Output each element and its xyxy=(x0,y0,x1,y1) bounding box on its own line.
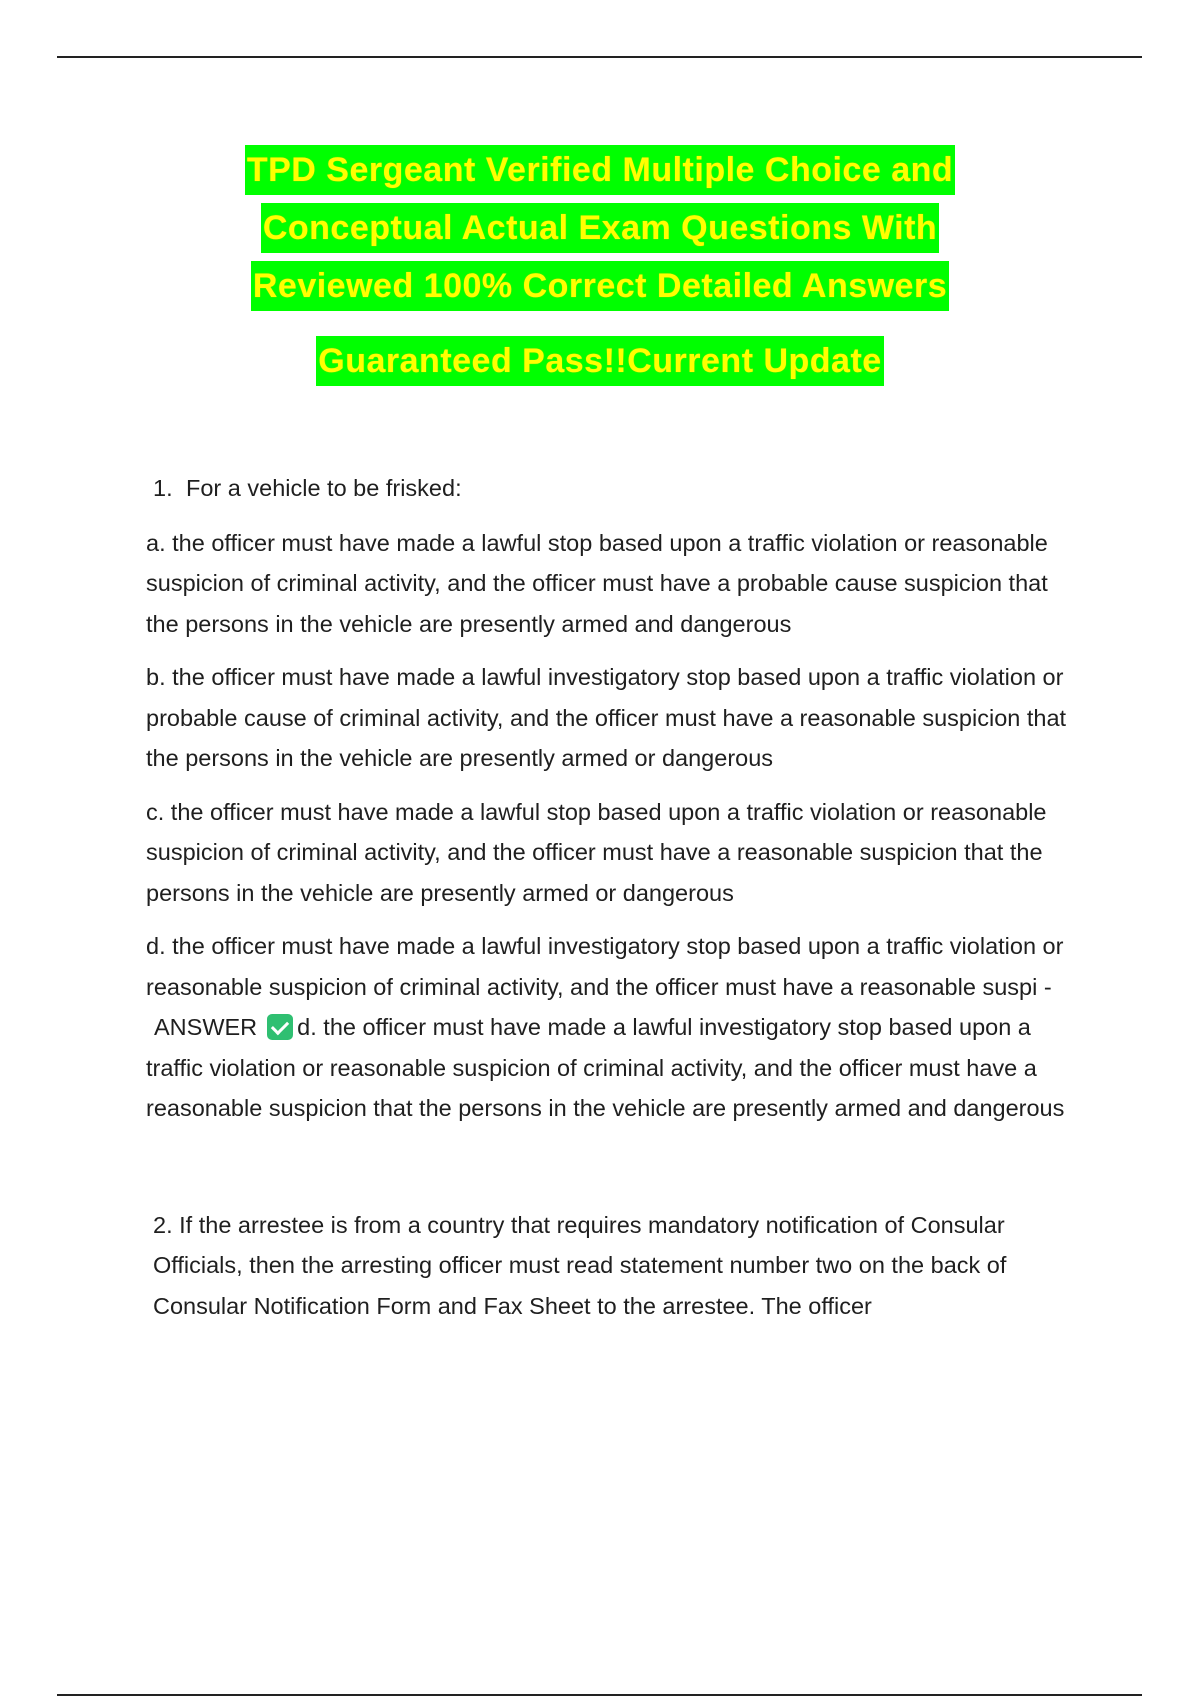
option-a: a. the officer must have made a lawful stop based upon a traffic violation or reasonable suspicion of criminal activity, and the officer must have a probable cause suspicion that the persons in the vehicle are presently armed and dangerous xyxy=(146,529,1048,637)
option-c: c. the officer must have made a lawful stop based upon a traffic violation or reasonable suspicion of criminal activity, and the officer must have a reasonable suspicion that the persons in the vehicle are presently armed or dangerous xyxy=(146,798,1047,906)
option-b: b. the officer must have made a lawful investigatory stop based upon a traffic violation or probable cause of criminal activity, and the officer must have a reasonable suspicion that the persons in the vehicle are presently armed or dangerous xyxy=(146,664,1067,771)
question-1-prompt: For a vehicle to be frisked: xyxy=(186,475,462,501)
answer-text: d. the officer must have made a lawful investigatory stop based upon a traffic violation or reasonable suspicion of criminal activity, and the officer must have a reasonable suspicion that the persons in the vehicle are presently armed and dangerous xyxy=(146,1014,1065,1121)
top-rule xyxy=(57,56,1142,58)
document-title xyxy=(0,145,1200,394)
question-1 xyxy=(146,468,1086,1129)
question-2-number: 2. xyxy=(153,1211,173,1238)
check-icon xyxy=(267,1014,293,1040)
question-2 xyxy=(146,1205,1086,1327)
question-2-text xyxy=(153,1205,1086,1327)
document-body xyxy=(146,468,1086,1326)
option-d: d. the officer must have made a lawful investigatory stop based upon a traffic violation or reasonable suspicion of criminal activity, and the officer must have a reasonable suspi - xyxy=(146,933,1064,1000)
question-1-number: 1. xyxy=(153,475,173,501)
title-line-3: Reviewed 100% Correct Detailed Answers xyxy=(251,261,949,311)
question-2-prompt: If the arrestee is from a country that requires mandatory notification of Consular Officials, then the arresting officer must read statement number two on the back of Consular Notification Form and Fax Sheet to the arrestee. The officer xyxy=(153,1211,1007,1319)
title-line-4: Guaranteed Pass!!Current Update xyxy=(316,336,883,386)
answer-label: ANSWER xyxy=(154,1014,258,1040)
option-d-with-answer xyxy=(146,926,1086,1129)
question-1-header xyxy=(153,468,1086,509)
bottom-rule xyxy=(57,1694,1142,1696)
title-line-1: TPD Sergeant Verified Multiple Choice and xyxy=(245,145,955,195)
title-line-2: Conceptual Actual Exam Questions With xyxy=(261,203,939,253)
